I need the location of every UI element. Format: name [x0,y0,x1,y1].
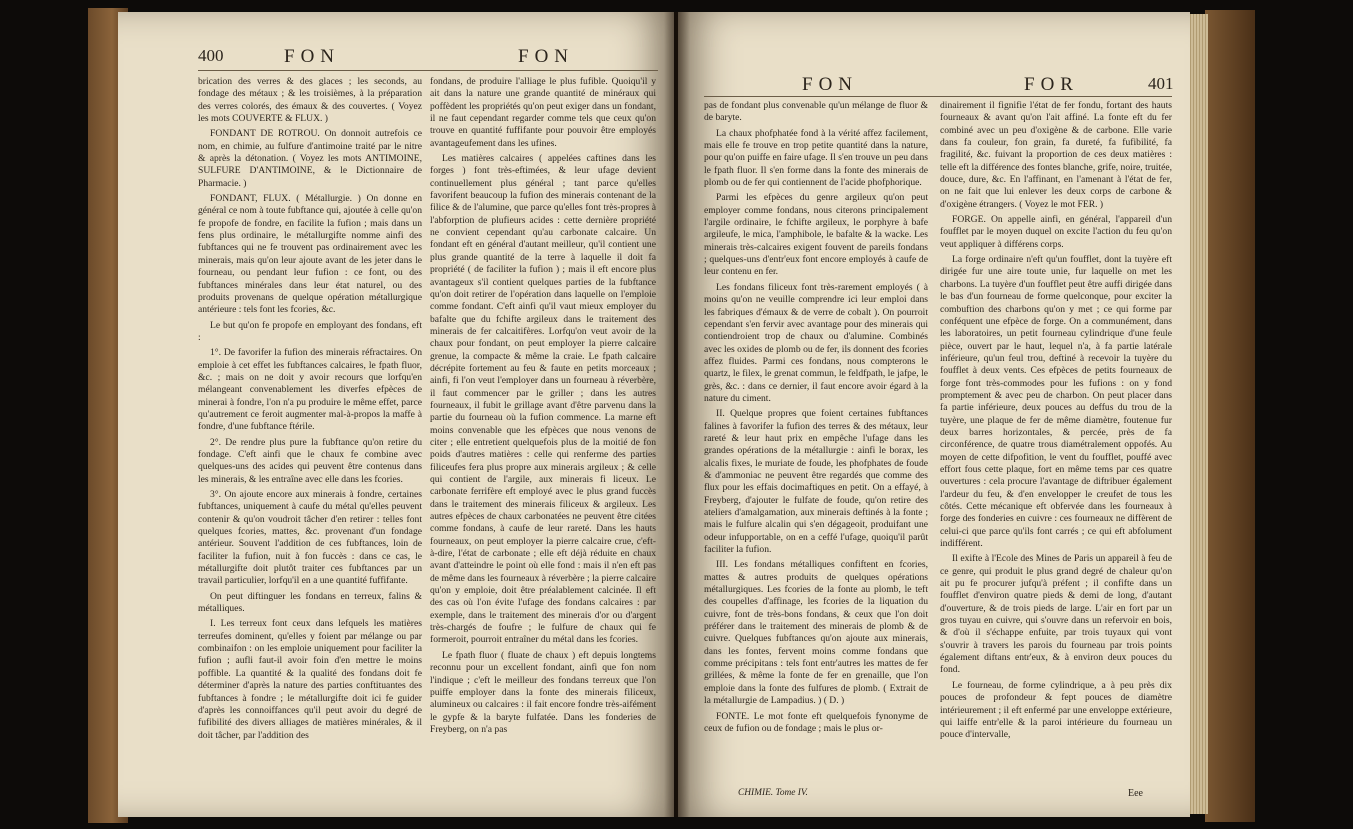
paragraph: fondans, de produire l'alliage le plus fufible. Quoiqu'il y ait dans la nature une grande quantité de minéraux qui poffèdent les propriétés qu'on peut exiger dans un fondant, il ne faut cependant regarder comme tels que ceux qu'on trouve en quantité fuffifante pour pouvoir être employés avantageufement dans les ufines. [430,76,656,149]
paragraph: brication des verres & des glaces ; les seconds, au fondage des métaux ; & les troisièmes, à la préparation des verres colorés, des émaux & des couvertes. ( Voyez les mots COUVERTE & FLUX. ) [198,76,422,125]
paragraph: FONDANT, FLUX. ( Métallurgie. ) On donne en général ce nom à toute fubftance qui, ajoutée à celle qu'on fe propofe de fondre, en facilite la fufion ; mais dans un fens plus ordinaire, le métallurgifte nomme ainfi des fubftances qui ne fe trouvent pas ordinairement avec les minerais, mais qu'on leur ajoute avant de les jeter dans le fourneau, ou pendant leur fufion : ce font, ou des fubftances minérales dans leur état naturel, ou des produits provenans de quelque opération métallurgique antérieure : tels font les fcories, &c. [198,193,422,316]
left-page-column-1 [198,76,422,745]
gutter-shadow [664,12,690,817]
paragraph: Les fondans filiceux font très-rarement employés ( à moins qu'on ne veuille comprendre ici leur emploi dans les fabriques d'émaux & de verre de cobalt ). On pourroit cependant s'en fervir avec avantage pour des minerais qui contiendroient trop de chaux ou d'alumine. Combinés avec les oxides de plomb ou de fer, ils donnent des fcories affez fluides. Parmi ces fondans, nous compterons le quartz, le filex, le grenat commun, le feldfpath, le jafpe, le grès, &c. : dans ce dernier, il faut encore avoir égard à la nature du ciment. [704,281,928,404]
signature-mark: Eee [1128,788,1143,799]
paragraph: 2°. De rendre plus pure la fubftance qu'on retire du fondage. C'eft ainfi que le chaux fe combine avec quelques-uns des acides qui peuvent être contenus dans les minerais, & les entraîne avec elle dans les fcories. [198,436,422,485]
paragraph: Les matières calcaires ( appelées caftines dans les forges ) font très-eftimées, & leur ufage devient continuellement plus général ; tant parce qu'elles favorifent beaucoup la fufion des minerais contenant de la filice & de l'alumine, que parce qu'elles font très-propres à l'abforption de plufieurs acides : cette dernière propriété ne convient cependant qu'au carbonate calcaire. Un fondant eft en général d'autant meilleur, qu'il contient une plus grande quantité de la terre à laquelle il doit fa propriété ( de faciliter la fufion ) ; mais il eft encore plus avantageux s'il contient quelques parties de la fubftance qu'on doit retirer de l'opération dans laquelle on l'emploie comme fondant. C'eft ainfi qu'il vaut mieux employer du bafalte que du fchifte argileux dans le traitement des minerais de fer calcaitifères. Lorfqu'on veut avoir de la chaux pour fondant, on peut employer la pierre calcaire grenue, la compacte & même la craie. Le fpath calcaire décrépite fortement au feu & faute en petits morceaux ; ainfi, fi l'on veut l'employer dans un fourneau à réverbère, il faut commencer par le griller ; dans les autres fourneaux, il fubit le grillage avant d'être parvenu dans la partie du fourneau où la fufion commence. La marne eft moins convenable que les efpèces que nous venons de citer ; elle entretient quelquefois plus de la moitié de fon poids d'autres matières : celle qui renferme des parties filiceufes fera plus propre aux minerais argileux ; & celle qui contient de l'argile, aux minerais fi liceux. Le carbonate ferrifère eft employé avec le plus grand fuccès dans le traitement des minerais filiceux & argileux. Les autres efpèces de chaux carbonatées ne peuvent être citées comme fondans, à caufe de leur rareté. Dans les hauts fourneaux, on peut employer la pierre calcaire crue, c'eft-à-dire, l'état de carbonate ; elle eft déjà réduite en chaux avant d'atteindre le point où elle fond : mais il n'en eft pas de même dans les fourneaux à réverbère ; la pierre calcaire qu'on y emploie, doit être préalablement calcinée. Il eft des cas où l'on évite l'ufage des fondans calcaires : par exemple, dans le traitement des minerais d'or ou d'argent très-chargés de foufre ; le fulfure de chaux qui fe formeroit, pourroit entraîner du métal dans les fcories. [430,153,656,646]
paragraph: Le fpath fluor ( fluate de chaux ) eft depuis longtems reconnu pour un excellent fondant, ainfi que fon nom l'indique ; c'eft le meilleur des fondans terreux que l'on puiffe employer dans la fonte des minerais filiceux, alumineux ou calcaires : il fait encore fondre très-aifément le gypfe & la baryte fulfatée. Dans les fonderies de Freyberg, on n'a pas [430,649,656,735]
paragraph: I. Les terreux font ceux dans lefquels les matières terreufes dominent, qu'elles y foient par mélange ou par combinaifon : on les emploie uniquement pour faciliter la fufion ; aufli faut-il avoir foin d'en mettre le moins poffible. La quantité & la qualité des fondans doit fe déterminer d'après la nature des parties conftituantes des fubftances à fondre ; le métallurgifte doit ici fe guider d'après les connoiffances qu'il peut avoir du degré de fufibilité des divers alliages de matières minérales, & il doit tâcher, par l'addition des [198,618,422,741]
left-page-column-2 [430,76,656,739]
right-page [678,12,1190,817]
paragraph: FORGE. On appelle ainfi, en général, l'appareil d'un foufflet par le moyen duquel on excite l'action du feu qu'on veut appliquer à différens corps. [940,214,1172,250]
paragraph: Le fourneau, de forme cylindrique, a à peu près dix pouces de profondeur & fept pouces de diamètre intérieurement ; il eft enfermé par une enveloppe extérieure, qui laiffe entr'elle & la paroi intérieure du fourneau un pouce d'intervalle, [940,679,1172,741]
page-number-left: 400 [198,46,224,65]
page-number-right: 401 [1148,74,1174,93]
paragraph: Parmi les efpèces du genre argileux qu'on peut employer comme fondans, nous citerons principalement l'argile ordinaire, le fchifte argileux, le porphyre à bafe argileufe, le mica, l'amphibole, le bafalte & la wacke. Les minerais très-calcaires exigent fouvent de pareils fondans ; quelques-uns d'entr'eux font encore employés à caufe de leur contenu en fer. [704,192,928,278]
paragraph: FONDANT DE ROTROU. On donnoit autrefois ce nom, en chimie, au fulfure d'antimoine traité par le nitre & après la détonation. ( Voyez les mots ANTIMOINE, SULFURE D'ANTIMOINE, & le Dictionnaire de Pharmacie. ) [198,128,422,189]
header-rule-right [704,96,1172,97]
right-page-column-1 [704,100,928,738]
running-head-left-col2: FON [518,46,575,67]
paragraph: On peut diftinguer les fondans en terreux, falins & métalliques. [198,590,422,615]
paragraph: La forge ordinaire n'eft qu'un foufflet, dont la tuyère eft dirigée fur une aire toute unie, fur laquelle on met les charbons. La tuyère d'un foufflet peut être auffi dirigée dans le bas d'un fourneau de forme quelconque, pour exciter la combuftion des charbons qu'on y met ; ce qui forme par conféquent une efpèce de forge. On a communément, dans les laboratoires, un petit fourneau cylindrique d'une feule pièce, ouvert par le haut, lequel n'a, à fa partie latérale inférieure, qu'un feul trou, deftiné à recevoir la tuyère du foufflet à deux vents. Ces efpèces de petits fourneaux de forge font très-commodes pour les fufions : on y fond promptement & avec peu de charbon. On peut placer dans fa partie inférieure, deux pouces au deffus du trou de la tuyère, une plaque de fer de même diamètre, foutenue fur deux barres horizontales, & percée, près de fa circonférence, de quatre trous diamétralement oppofés. Au moyen de cette difpofition, le vent du foufflet, pouffé avec effort fous cette plaque, fort en même tems par ces quatre ouvertures : cela procure l'avantage de diftribuer également l'ardeur du feu, & d'en envelopper le creufet de tous les côtés. Cette mécanique eft obfervée dans les fourneaux à forge des fonderies en cuivre : ces fourneaux ne diffèrent de celui-ci que parce qu'ils font carrés ; ce qui eft abfolument indifférent. [940,254,1172,550]
paragraph: dinairement il fignifie l'état de fer fondu, fortant des hauts fourneaux & avant qu'on l'ait affiné. La fonte eft du fer combiné avec un peu d'oxigène & de carbone. Elle varie dans fa couleur, fon grain, fa dureté, fa fufibilité, fa fragilité, &c. fuivant la proportion de ces deux matières : telle eft la différence des fontes blanche, grife, noire, truitée, douce, dure, &c. En l'affinant, en l'amenant à l'état de fer, on ne fait que lui enlever les deux corps de carbone & d'oxigène étrangers. ( Voyez le mot FER. ) [940,100,1172,210]
paragraph: pas de fondant plus convenable qu'un mélange de fluor & de baryte. [704,100,928,124]
left-page [118,12,674,817]
paragraph: 1°. De favorifer la fufion des minerais réfractaires. On emploie à cet effet les fubftances calcaires, le fpath fluor, &c. ; mais on ne doit y avoir recours que lorfqu'en mélangeant convenablement les diverfes efpèces de minerai à fondre, l'on n'a pu produire le même effet, parce qu'autrement ce feroit augmenter mal-à-propos la maffe à fondre, d'une fubftance ftérile. [198,347,422,433]
running-head-left: FON [284,46,341,67]
header-rule-left [198,70,658,71]
running-head-right-col1: FON [802,74,859,95]
paragraph: Il exifte à l'Ecole des Mines de Paris un appareil à feu de ce genre, qui produit le plus grand degré de chaleur qu'on ait pu fe procurer jufqu'à préfent ; il confifte dans un foufflet d'environ quatre pieds & demi de long, d'autant d'ouverture, & de trois pieds de large. L'air en fort par un gros tuyau en cuivre, qui s'ouvre dans un refervoir en bois, & d'où il s'échappe enfuite, par trois tuyaux qui vont s'ouvrir à travers les parois du fourneau par trois points également diftans entr'eux, & à environ deux pouces du fond. [940,553,1172,676]
page-edges [1188,14,1208,814]
paragraph: FONTE. Le mot fonte eft quelquefois fynonyme de ceux de fufion ou de fondage ; mais le plus or- [704,710,928,734]
paragraph: II. Quelque propres que foient certaines fubftances falines à favorifer la fufion des terres & des métaux, leur rareté & leur haut prix en empêche l'ufage dans les grandes opérations de la métallurgie : ainfi le borax, les alcalis fixes, le muriate de foude, les phofphates de foude & d'ammoniac ne peuvent être regardés que comme des flux pour les effais docimaftiques en petit. On a effayé, à Freyberg, d'ajouter le fulfate de foude, qu'on retire des ateliers d'amalgamation, aux minerais deftinés à la fonte ; mais le fulfure alcalin qui s'en dégageoit, produifant une odeur infupportable, on en a ceffé l'ufage, quoiqu'il parût faciliter la fufion. [704,408,928,556]
right-page-column-2 [940,100,1172,745]
footer-volume: CHIMIE. Tome IV. [738,788,808,798]
paragraph: Le but qu'on fe propofe en employant des fondans, eft : [198,319,422,343]
paragraph: III. Les fondans métalliques confiftent en fcories, mattes & autres produits de quelques opérations métallurgiques. Les fcories de la fonte au plomb, le teft des coupelles d'affinage, les fcories de la liquation du cuivre, font de très-bons fondans, & ceux que l'on doit préférer dans le traitement des minerais de plomb & de cuivre. Quelques fubftances qu'on ajoute aux minerais, dans les fontes, fervent moins comme fondans que comme précipitans : tels font entr'autres les mattes de fer grillées, & même la fonte de fer en grenaille, que l'on emploie dans la fonte des fulfures de plomb. ( Extrait de la métallurgie de Lampadius. ) ( D. ) [704,559,928,707]
paragraph: La chaux phofphatée fond à la vérité affez facilement, mais elle fe trouve en trop petite quantité dans la nature, pour qu'on puiffe en faire ufage. Il s'en trouve un peu dans le fpath fluor. Il s'en forme dans la fonte des minerais de plomb ou de fer qui contiennent de l'acide phofphorique. [704,127,928,189]
right-cover-edge [1205,10,1255,822]
paragraph: 3°. On ajoute encore aux minerais à fondre, certaines fubftances, uniquement à caufe du métal qu'elles peuvent contenir & qu'on voudroit tâcher d'en retirer : telles font quelques fcories, mattes, &c. provenant d'un fondage antérieur. Souvent l'addition de ces fubftances, loin de faciliter la fufion, nuit à fon fuccès : dans ce cas, le métallurgifte doit plutôt traiter ces fubftances par un travail particulier, lorfqu'il en a une quantité fuffifante. [198,489,422,587]
running-head-right: FOR [1024,74,1079,95]
